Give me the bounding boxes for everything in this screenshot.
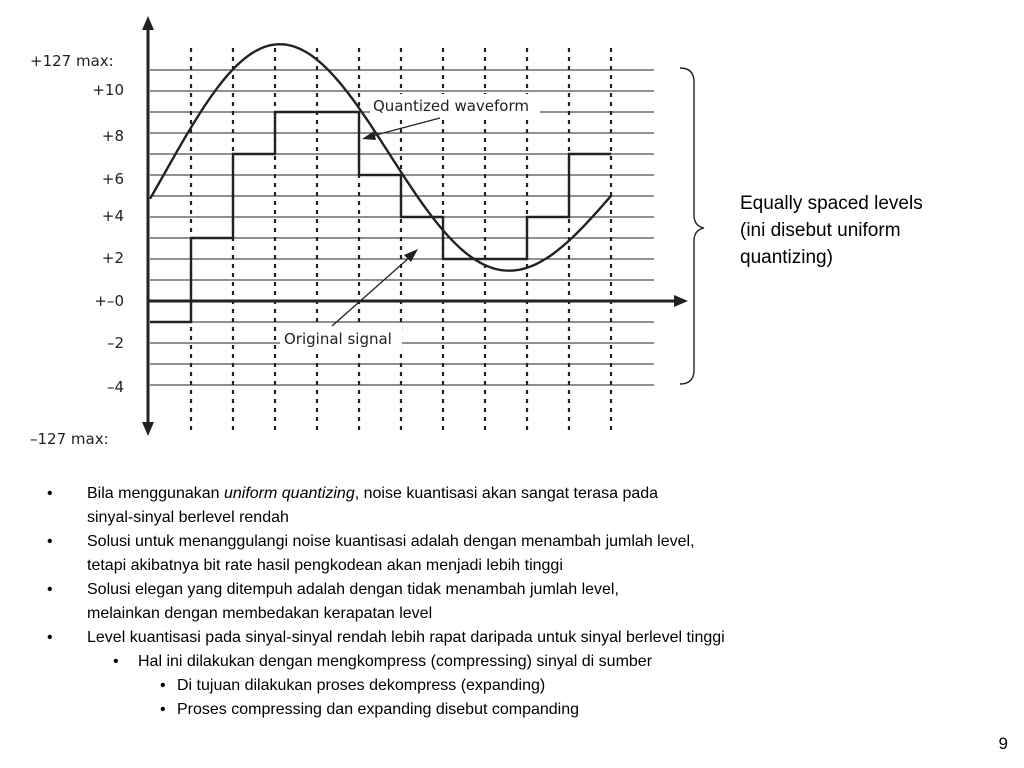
bullet-text-line2: melainkan dengan membedakan kerapatan level bbox=[87, 605, 433, 622]
bullet-text-part: , noise kuantisasi akan sangat terasa pada bbox=[354, 485, 659, 502]
quantized-waveform-label: Quantized waveform bbox=[373, 97, 529, 115]
original-signal-label: Original signal bbox=[284, 330, 392, 348]
bullet-mark: • bbox=[160, 701, 166, 718]
y-tick-label: +6 bbox=[101, 170, 124, 188]
sub-sub-bullet-item bbox=[0, 698, 1024, 722]
y-tick-label: +–0 bbox=[94, 292, 124, 310]
bullet-mark: • bbox=[113, 653, 119, 670]
bullet-text bbox=[177, 674, 1024, 698]
y-tick-label: +2 bbox=[101, 249, 124, 267]
bullet-text-emphasis: uniform quantizing bbox=[223, 485, 355, 502]
page-number: 9 bbox=[998, 734, 1008, 753]
bullet-mark: • bbox=[160, 677, 166, 694]
note-line-3: quantizing) bbox=[740, 247, 833, 268]
bullet-item bbox=[0, 626, 1024, 650]
y-tick-label: +4 bbox=[101, 207, 124, 225]
y-label-max-positive: +127 max: bbox=[30, 52, 114, 70]
bullet-text-line2: tetapi akibatnya bit rate hasil pengkodean akan menjadi lebih tinggi bbox=[87, 557, 563, 574]
bullet-mark: • bbox=[47, 485, 53, 502]
bullet-text-part: Bila menggunakan bbox=[87, 485, 224, 502]
bullet-mark: • bbox=[47, 629, 53, 646]
bullet-item bbox=[0, 578, 1024, 626]
y-tick-label: +8 bbox=[101, 127, 124, 145]
bullet-list bbox=[0, 482, 1024, 722]
y-label-max-negative: –127 max: bbox=[30, 430, 109, 448]
bullet-mark: • bbox=[47, 533, 53, 550]
bullet-item bbox=[0, 530, 1024, 578]
sub-bullet-item bbox=[0, 650, 1024, 674]
sub-sub-bullet-item bbox=[0, 674, 1024, 698]
y-tick-label: –2 bbox=[106, 334, 124, 352]
bullet-text-line1: Hal ini dilakukan dengan mengkompress (compressing) sinyal di sumber bbox=[138, 653, 653, 670]
bullet-item bbox=[0, 482, 1024, 530]
bullet-text-line1: Proses compressing dan expanding disebut companding bbox=[177, 701, 580, 718]
y-tick-label: –4 bbox=[106, 378, 124, 396]
note-line-2: (ini disebut uniform bbox=[740, 220, 901, 241]
equally-spaced-note bbox=[740, 190, 980, 271]
bullet-text bbox=[87, 578, 1024, 626]
bullet-text bbox=[138, 650, 1024, 674]
note-line-1: Equally spaced levels bbox=[740, 193, 923, 214]
bullet-text-line1: Level kuantisasi pada sinyal-sinyal rendah lebih rapat daripada untuk sinyal berlevel tinggi bbox=[87, 629, 725, 646]
bullet-text-line1: Di tujuan dilakukan proses dekompress (expanding) bbox=[177, 677, 546, 694]
bullet-text bbox=[87, 626, 1024, 650]
bullet-text-line1: Solusi elegan yang ditempuh adalah dengan tidak menambah jumlah level, bbox=[87, 581, 619, 598]
bullet-mark: • bbox=[47, 581, 53, 598]
bullet-text-line1: Solusi untuk menanggulangi noise kuantisasi adalah dengan menambah jumlah level, bbox=[87, 533, 695, 550]
bullet-text bbox=[87, 482, 1024, 530]
y-tick-label: +10 bbox=[92, 81, 124, 99]
bullet-text bbox=[177, 698, 1024, 722]
bullet-text bbox=[87, 530, 1024, 578]
bullet-text-line2: sinyal-sinyal berlevel rendah bbox=[87, 509, 289, 526]
